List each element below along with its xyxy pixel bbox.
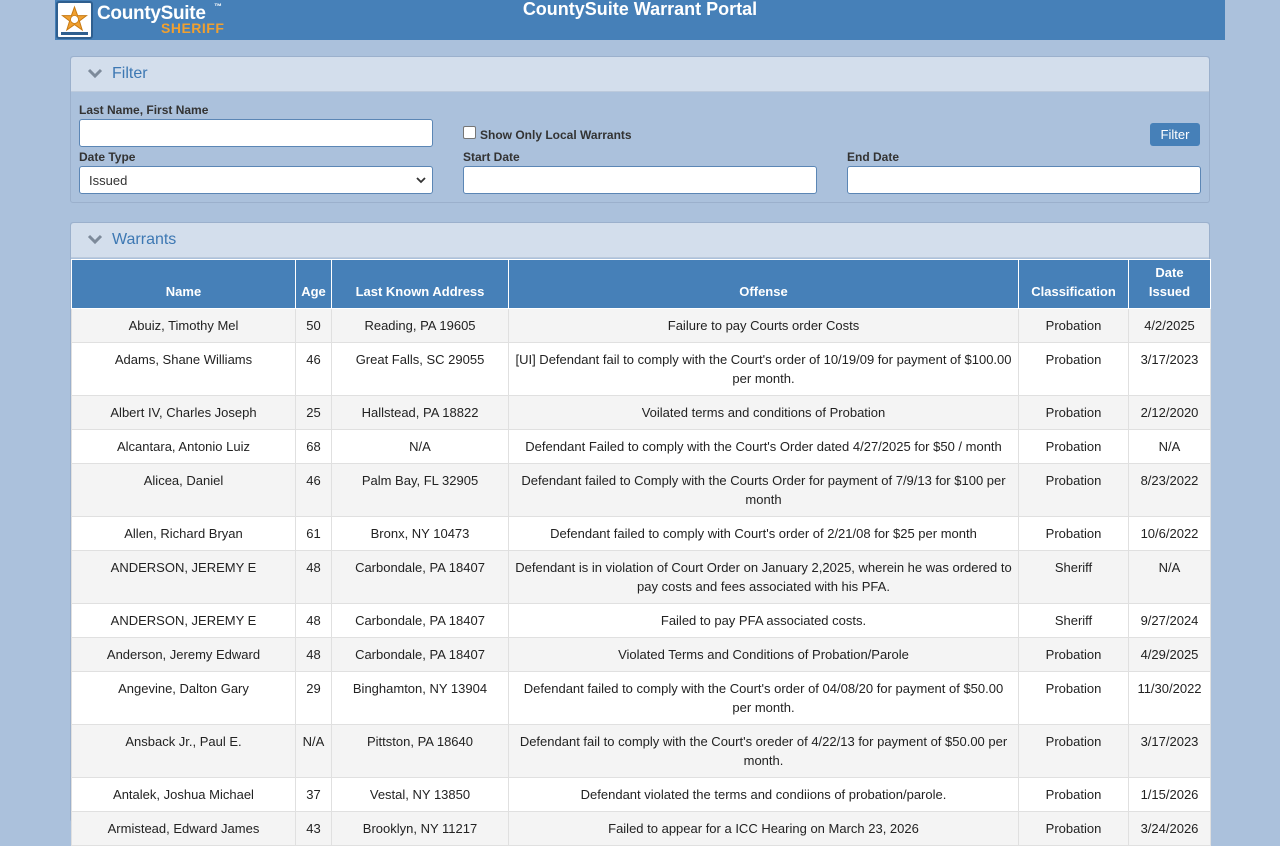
cell-name: Albert IV, Charles Joseph xyxy=(72,396,296,430)
cell-date-issued: 10/6/2022 xyxy=(1129,517,1211,551)
cell-offense: [UI] Defendant fail to comply with the Court's order of 10/19/09 for payment of $100.00 per month. xyxy=(509,343,1019,396)
cell-address: Reading, PA 19605 xyxy=(332,309,509,343)
cell-address: Pittston, PA 18640 xyxy=(332,725,509,778)
table-row[interactable] xyxy=(72,812,1211,846)
cell-address: N/A xyxy=(332,430,509,464)
cell-date-issued: 3/24/2026 xyxy=(1129,812,1211,846)
cell-address: Brooklyn, NY 11217 xyxy=(332,812,509,846)
cell-address: Vestal, NY 13850 xyxy=(332,778,509,812)
logo-name: CountySuite xyxy=(97,3,206,24)
cell-address: Carbondale, PA 18407 xyxy=(332,551,509,604)
cell-offense: Failure to pay Courts order Costs xyxy=(509,309,1019,343)
name-field-label: Last Name, First Name xyxy=(79,103,209,117)
cell-name: Antalek, Joshua Michael xyxy=(72,778,296,812)
cell-offense: Violated Terms and Conditions of Probation/Parole xyxy=(509,638,1019,672)
chevron-down-icon xyxy=(87,68,103,79)
column-header-name[interactable]: Name xyxy=(72,260,296,309)
cell-age: 29 xyxy=(296,672,332,725)
cell-name: Allen, Richard Bryan xyxy=(72,517,296,551)
warrants-panel-header[interactable] xyxy=(71,223,1209,258)
cell-date-issued: 2/12/2020 xyxy=(1129,396,1211,430)
cell-name: ANDERSON, JEREMY E xyxy=(72,604,296,638)
cell-age: 43 xyxy=(296,812,332,846)
cell-date-issued: N/A xyxy=(1129,430,1211,464)
column-header-classification[interactable]: Classification xyxy=(1019,260,1129,309)
cell-age: 48 xyxy=(296,638,332,672)
cell-date-issued: 8/23/2022 xyxy=(1129,464,1211,517)
cell-name: Anderson, Jeremy Edward xyxy=(72,638,296,672)
cell-name: Ansback Jr., Paul E. xyxy=(72,725,296,778)
cell-age: N/A xyxy=(296,725,332,778)
table-row[interactable] xyxy=(72,396,1211,430)
filter-panel-header[interactable] xyxy=(71,57,1209,92)
cell-classification: Probation xyxy=(1019,464,1129,517)
logo-trademark: ™ xyxy=(214,2,222,11)
cell-classification: Probation xyxy=(1019,812,1129,846)
cell-classification: Sheriff xyxy=(1019,604,1129,638)
cell-offense: Defendant fail to comply with the Court's oreder of 4/22/13 for payment of $50.00 per month. xyxy=(509,725,1019,778)
cell-address: Bronx, NY 10473 xyxy=(332,517,509,551)
table-row[interactable] xyxy=(72,725,1211,778)
app-header xyxy=(55,0,1225,40)
date-type-label: Date Type xyxy=(79,150,136,164)
name-input[interactable] xyxy=(79,119,433,147)
table-row[interactable] xyxy=(72,464,1211,517)
cell-offense: Voilated terms and conditions of Probation xyxy=(509,396,1019,430)
column-header-address[interactable]: Last Known Address xyxy=(332,260,509,309)
cell-age: 25 xyxy=(296,396,332,430)
cell-offense: Defendant failed to comply with Court's order of 2/21/08 for $25 per month xyxy=(509,517,1019,551)
cell-classification: Probation xyxy=(1019,517,1129,551)
table-header-row xyxy=(72,260,1211,309)
cell-age: 50 xyxy=(296,309,332,343)
warrants-table-body xyxy=(72,309,1211,846)
warrants-table xyxy=(71,259,1211,846)
warrants-panel xyxy=(70,222,1210,836)
cell-name: Armistead, Edward James xyxy=(72,812,296,846)
filter-panel-title: Filter xyxy=(112,65,148,82)
column-header-date-issued[interactable]: Date Issued xyxy=(1129,260,1211,309)
filter-button[interactable]: Filter xyxy=(1150,123,1200,146)
cell-date-issued: 9/27/2024 xyxy=(1129,604,1211,638)
cell-age: 61 xyxy=(296,517,332,551)
cell-address: Binghamton, NY 13904 xyxy=(332,672,509,725)
cell-address: Palm Bay, FL 32905 xyxy=(332,464,509,517)
end-date-label: End Date xyxy=(847,150,900,164)
cell-date-issued: N/A xyxy=(1129,551,1211,604)
cell-address: Carbondale, PA 18407 xyxy=(332,638,509,672)
chevron-down-icon xyxy=(87,234,103,245)
table-row[interactable] xyxy=(72,343,1211,396)
cell-classification: Probation xyxy=(1019,725,1129,778)
cell-offense: Defendant Failed to comply with the Court's Order dated 4/27/2025 for $50 / month xyxy=(509,430,1019,464)
cell-offense: Failed to appear for a ICC Hearing on March 23, 2026 xyxy=(509,812,1019,846)
column-header-offense[interactable]: Offense xyxy=(509,260,1019,309)
cell-offense: Defendant violated the terms and condiions of probation/parole. xyxy=(509,778,1019,812)
table-row[interactable] xyxy=(72,604,1211,638)
cell-date-issued: 3/17/2023 xyxy=(1129,343,1211,396)
cell-age: 48 xyxy=(296,604,332,638)
portal-title: CountySuite Warrant Portal xyxy=(522,0,758,19)
cell-name: Angevine, Dalton Gary xyxy=(72,672,296,725)
date-type-selected: Issued xyxy=(89,173,128,188)
table-row[interactable] xyxy=(72,430,1211,464)
date-type-select[interactable] xyxy=(79,166,433,194)
chevron-down-icon xyxy=(416,175,426,185)
cell-offense: Defendant failed to comply with the Court's order of 04/08/20 for payment of $50.00 per month. xyxy=(509,672,1019,725)
end-date-input[interactable] xyxy=(847,166,1201,194)
local-warrants-checkbox[interactable] xyxy=(463,126,476,139)
cell-classification: Probation xyxy=(1019,309,1129,343)
table-row[interactable] xyxy=(72,778,1211,812)
cell-offense: Failed to pay PFA associated costs. xyxy=(509,604,1019,638)
cell-age: 46 xyxy=(296,464,332,517)
cell-date-issued: 4/2/2025 xyxy=(1129,309,1211,343)
filter-panel xyxy=(70,56,1210,203)
cell-address: Great Falls, SC 29055 xyxy=(332,343,509,396)
cell-classification: Probation xyxy=(1019,672,1129,725)
table-row[interactable] xyxy=(72,638,1211,672)
cell-classification: Sheriff xyxy=(1019,551,1129,604)
cell-age: 48 xyxy=(296,551,332,604)
cell-classification: Probation xyxy=(1019,430,1129,464)
local-warrants-label[interactable]: Show Only Local Warrants xyxy=(480,128,632,142)
cell-date-issued: 1/15/2026 xyxy=(1129,778,1211,812)
cell-classification: Probation xyxy=(1019,396,1129,430)
cell-name: Alcantara, Antonio Luiz xyxy=(72,430,296,464)
start-date-input[interactable] xyxy=(463,166,817,194)
cell-classification: Probation xyxy=(1019,778,1129,812)
table-row[interactable] xyxy=(72,517,1211,551)
cell-offense: Defendant is in violation of Court Order on January 2,2025, wherein he was ordered to pay costs and fees associated with his PFA. xyxy=(509,551,1019,604)
table-row[interactable] xyxy=(72,551,1211,604)
cell-age: 37 xyxy=(296,778,332,812)
cell-date-issued: 11/30/2022 xyxy=(1129,672,1211,725)
cell-name: Abuiz, Timothy Mel xyxy=(72,309,296,343)
cell-name: ANDERSON, JEREMY E xyxy=(72,551,296,604)
cell-address: Carbondale, PA 18407 xyxy=(332,604,509,638)
logo-subtitle: SHERIFF xyxy=(161,20,225,36)
cell-date-issued: 4/29/2025 xyxy=(1129,638,1211,672)
warrants-panel-title: Warrants xyxy=(112,231,177,248)
column-header-age[interactable]: Age xyxy=(296,260,332,309)
cell-classification: Probation xyxy=(1019,638,1129,672)
cell-age: 68 xyxy=(296,430,332,464)
cell-classification: Probation xyxy=(1019,343,1129,396)
table-row[interactable] xyxy=(72,309,1211,343)
table-row[interactable] xyxy=(72,672,1211,725)
start-date-label: Start Date xyxy=(463,150,520,164)
cell-name: Alicea, Daniel xyxy=(72,464,296,517)
cell-offense: Defendant failed to Comply with the Courts Order for payment of 7/9/13 for $100 per month xyxy=(509,464,1019,517)
cell-age: 46 xyxy=(296,343,332,396)
cell-address: Hallstead, PA 18822 xyxy=(332,396,509,430)
cell-name: Adams, Shane Williams xyxy=(72,343,296,396)
cell-date-issued: 3/17/2023 xyxy=(1129,725,1211,778)
